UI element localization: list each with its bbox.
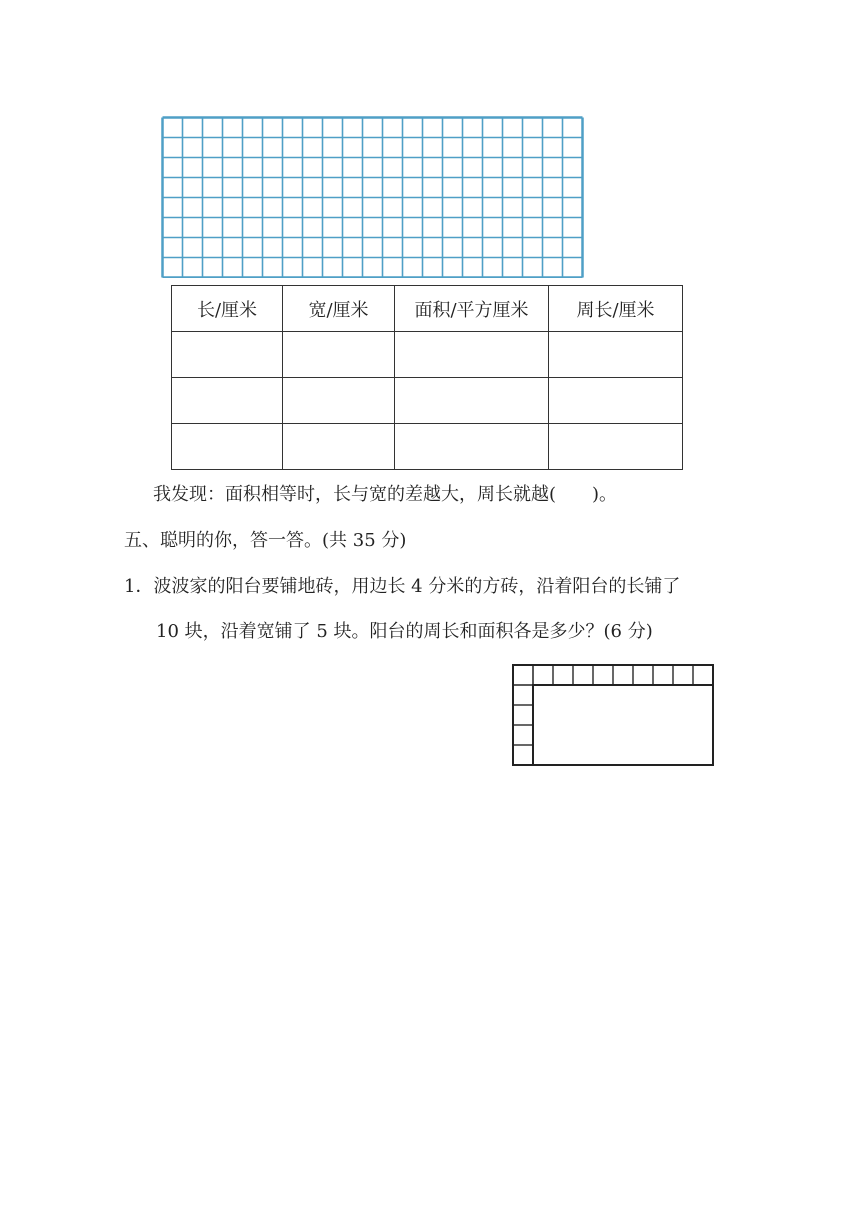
length-tile (693, 665, 713, 685)
width-tile (513, 665, 533, 685)
width-tile (513, 745, 533, 765)
length-tile (553, 665, 573, 685)
table-cell[interactable] (172, 332, 283, 378)
table-cell[interactable] (172, 424, 283, 470)
length-tile (573, 665, 593, 685)
length-tile (673, 665, 693, 685)
header-area: 面积/平方厘米 (395, 286, 549, 332)
length-tile (533, 665, 553, 685)
width-tile (513, 705, 533, 725)
table-row (172, 332, 683, 378)
question-1-line-1: 1．波波家的阳台要铺地砖，用边长 4 分米的方砖，沿着阳台的长铺了 (124, 576, 681, 597)
table-cell[interactable] (172, 378, 283, 424)
table-header-row (172, 286, 683, 332)
balcony-inner-area (533, 685, 713, 765)
header-perimeter: 周长/厘米 (549, 286, 683, 332)
table-cell[interactable] (283, 332, 395, 378)
section-five-heading: 五、聪明的你，答一答。(共 35 分) (124, 530, 407, 551)
header-width: 宽/厘米 (283, 286, 395, 332)
width-tile (513, 725, 533, 745)
header-length: 长/厘米 (172, 286, 283, 332)
length-tile (513, 665, 533, 685)
table-cell[interactable] (395, 332, 549, 378)
table-cell[interactable] (283, 378, 395, 424)
square-grid (161, 116, 585, 278)
length-tile (593, 665, 613, 685)
length-tile (653, 665, 673, 685)
width-tile (513, 685, 533, 705)
length-tile (613, 665, 633, 685)
table-cell[interactable] (549, 378, 683, 424)
table-cell[interactable] (395, 424, 549, 470)
table-cell[interactable] (283, 424, 395, 470)
rectangle-table (171, 285, 683, 470)
table-cell[interactable] (395, 378, 549, 424)
length-tile (633, 665, 653, 685)
table-cell[interactable] (549, 332, 683, 378)
table-row (172, 378, 683, 424)
table-row (172, 424, 683, 470)
finding-sentence: 我发现：面积相等时，长与宽的差越大，周长就越( )。 (153, 484, 618, 505)
balcony-tiles-figure (512, 664, 718, 770)
question-1-line-2: 10 块，沿着宽铺了 5 块。阳台的周长和面积各是多少？(6 分) (156, 621, 653, 642)
table-cell[interactable] (549, 424, 683, 470)
